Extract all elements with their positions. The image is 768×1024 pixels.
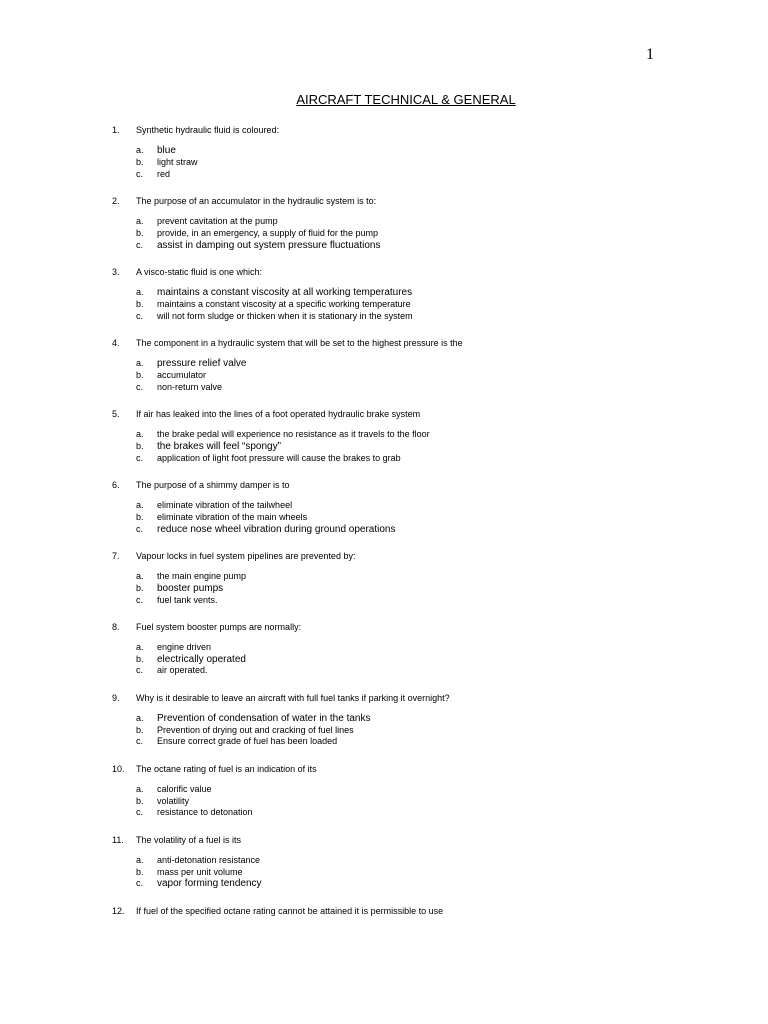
answer-options bbox=[112, 564, 672, 606]
question-spacer bbox=[112, 322, 672, 335]
option-letter: a. bbox=[136, 783, 144, 794]
question-item bbox=[112, 690, 672, 761]
answer-option bbox=[112, 228, 672, 240]
page-number: 1 bbox=[646, 46, 654, 63]
answer-options bbox=[112, 138, 672, 180]
question-item bbox=[112, 122, 672, 193]
answer-option bbox=[112, 784, 672, 796]
question-text: Fuel system booster pumps are normally: bbox=[136, 621, 302, 632]
question-spacer bbox=[112, 180, 672, 193]
answer-option bbox=[112, 240, 672, 252]
option-letter: a. bbox=[136, 428, 144, 439]
option-text: Prevention of drying out and cracking of fuel lines bbox=[157, 724, 354, 735]
question-number: 5. bbox=[112, 408, 120, 419]
option-text: anti-detonation resistance bbox=[157, 854, 261, 865]
question-row bbox=[112, 832, 672, 848]
answer-option bbox=[112, 736, 672, 748]
question-number: 9. bbox=[112, 692, 120, 703]
question-spacer bbox=[112, 677, 672, 690]
option-text: fuel tank vents. bbox=[157, 594, 218, 605]
question-text: If fuel of the specified octane rating cannot be attained it is permissible to use bbox=[136, 905, 444, 916]
answer-option bbox=[112, 713, 672, 725]
question-row bbox=[112, 761, 672, 777]
question-number: 4. bbox=[112, 337, 120, 348]
question-row bbox=[112, 690, 672, 706]
answer-option bbox=[112, 441, 672, 453]
answer-option bbox=[112, 807, 672, 819]
answer-option bbox=[112, 583, 672, 595]
question-number: 1. bbox=[112, 125, 120, 135]
option-text: maintains a constant viscosity at a specific working temperature bbox=[157, 298, 411, 309]
answer-option bbox=[112, 157, 672, 169]
answer-option bbox=[112, 665, 672, 677]
option-text: Ensure correct grade of fuel has been loaded bbox=[157, 736, 338, 747]
option-text: maintains a constant viscosity at all working temperatures bbox=[157, 286, 413, 298]
question-number: 8. bbox=[112, 621, 120, 632]
option-text: non-return valve bbox=[157, 381, 223, 392]
answer-option bbox=[112, 878, 672, 890]
question-text: The purpose of a shimmy damper is to bbox=[136, 479, 290, 490]
question-row bbox=[112, 548, 672, 564]
option-text: the brake pedal will experience no resistance as it travels to the floor bbox=[157, 428, 430, 439]
answer-option bbox=[112, 382, 672, 394]
option-text: Prevention of condensation of water in the tanks bbox=[157, 712, 371, 724]
option-letter: a. bbox=[136, 357, 144, 368]
option-letter: a. bbox=[136, 570, 144, 581]
option-letter: c. bbox=[136, 310, 144, 321]
option-letter: c. bbox=[136, 665, 144, 676]
question-number: 6. bbox=[112, 479, 120, 490]
question-spacer bbox=[112, 819, 672, 832]
question-text: If air has leaked into the lines of a foot operated hydraulic brake system bbox=[136, 408, 421, 419]
question-text: Vapour locks in fuel system pipelines are prevented by: bbox=[136, 550, 356, 561]
answer-options bbox=[112, 422, 672, 464]
option-text: air operated. bbox=[157, 665, 208, 676]
option-text: eliminate vibration of the main wheels bbox=[157, 511, 308, 522]
option-letter: c. bbox=[136, 239, 144, 250]
option-text: accumulator bbox=[157, 369, 207, 380]
option-text: red bbox=[157, 168, 171, 179]
option-text: volatility bbox=[157, 795, 190, 806]
question-row bbox=[112, 122, 672, 138]
question-row bbox=[112, 264, 672, 280]
option-letter: b. bbox=[136, 156, 144, 167]
answer-option bbox=[112, 145, 672, 157]
question-spacer bbox=[112, 251, 672, 264]
option-text: mass per unit volume bbox=[157, 866, 243, 877]
answer-option bbox=[112, 299, 672, 311]
question-spacer bbox=[112, 393, 672, 406]
option-letter: b. bbox=[136, 511, 144, 522]
question-item bbox=[112, 619, 672, 690]
option-text: reduce nose wheel vibration during ground operations bbox=[157, 523, 396, 535]
question-number: 3. bbox=[112, 266, 120, 277]
question-spacer bbox=[112, 535, 672, 548]
question-row bbox=[112, 193, 672, 209]
question-item bbox=[112, 548, 672, 619]
option-letter: a. bbox=[136, 286, 144, 297]
option-letter: c. bbox=[136, 381, 144, 392]
option-letter: c. bbox=[136, 594, 144, 605]
option-text: prevent cavitation at the pump bbox=[157, 215, 278, 226]
option-text: the main engine pump bbox=[157, 570, 247, 581]
question-item bbox=[112, 761, 672, 832]
answer-option bbox=[112, 500, 672, 512]
option-letter: b. bbox=[136, 369, 144, 380]
option-letter: b. bbox=[136, 795, 144, 806]
question-item bbox=[112, 264, 672, 335]
option-letter: c. bbox=[136, 736, 144, 747]
answer-option bbox=[112, 796, 672, 808]
option-text: will not form sludge or thicken when it is stationary in the system bbox=[157, 310, 413, 321]
answer-option bbox=[112, 512, 672, 524]
answer-options bbox=[112, 777, 672, 819]
option-text: resistance to detonation bbox=[157, 807, 253, 818]
option-text: blue bbox=[157, 145, 176, 156]
option-text: assist in damping out system pressure fluctuations bbox=[157, 239, 381, 251]
question-number: 11. bbox=[112, 834, 124, 845]
option-letter: a. bbox=[136, 499, 144, 510]
option-text: booster pumps bbox=[157, 582, 224, 594]
option-text: eliminate vibration of the tailwheel bbox=[157, 499, 293, 510]
answer-option bbox=[112, 358, 672, 370]
option-letter: c. bbox=[136, 452, 144, 463]
question-spacer bbox=[112, 890, 672, 903]
question-spacer bbox=[112, 464, 672, 477]
option-letter: c. bbox=[136, 523, 144, 534]
option-letter: b. bbox=[136, 653, 144, 664]
question-text: Why is it desirable to leave an aircraft with full fuel tanks if parking it overnight? bbox=[136, 692, 450, 703]
option-letter: b. bbox=[136, 582, 144, 593]
answer-option bbox=[112, 855, 672, 867]
question-number: 2. bbox=[112, 195, 120, 206]
question-row bbox=[112, 335, 672, 351]
answer-option bbox=[112, 287, 672, 299]
option-text: light straw bbox=[157, 156, 198, 167]
answer-option bbox=[112, 169, 672, 181]
question-item bbox=[112, 477, 672, 548]
answer-option bbox=[112, 216, 672, 228]
question-text: The volatility of a fuel is its bbox=[136, 834, 242, 845]
option-text: provide, in an emergency, a supply of fluid for the pump bbox=[157, 227, 378, 238]
answer-option bbox=[112, 642, 672, 654]
option-letter: b. bbox=[136, 440, 144, 451]
option-text: electrically operated bbox=[157, 653, 246, 665]
question-item bbox=[112, 903, 672, 919]
option-letter: c. bbox=[136, 807, 144, 818]
option-letter: a. bbox=[136, 641, 144, 652]
answer-option bbox=[112, 725, 672, 737]
question-number: 12. bbox=[112, 905, 125, 916]
option-text: application of light foot pressure will cause the brakes to grab bbox=[157, 452, 401, 463]
question-item bbox=[112, 832, 672, 903]
answer-option bbox=[112, 654, 672, 666]
answer-options bbox=[112, 493, 672, 535]
option-letter: b. bbox=[136, 724, 144, 735]
option-letter: a. bbox=[136, 854, 144, 865]
answer-option bbox=[112, 453, 672, 465]
answer-option bbox=[112, 311, 672, 323]
question-number: 10. bbox=[112, 763, 125, 774]
question-row bbox=[112, 903, 672, 919]
answer-option bbox=[112, 524, 672, 536]
question-text: The octane rating of fuel is an indication of its bbox=[136, 763, 317, 774]
answer-options bbox=[112, 706, 672, 748]
answer-options bbox=[112, 351, 672, 393]
question-item bbox=[112, 406, 672, 477]
question-text: The purpose of an accumulator in the hydraulic system is to: bbox=[136, 195, 377, 206]
option-text: calorific value bbox=[157, 783, 212, 794]
answer-options bbox=[112, 209, 672, 251]
question-text: A visco-static fluid is one which: bbox=[136, 266, 263, 277]
question-text: The component in a hydraulic system that will be set to the highest pressure is the bbox=[136, 337, 463, 348]
question-row bbox=[112, 477, 672, 493]
question-row bbox=[112, 619, 672, 635]
answer-option bbox=[112, 370, 672, 382]
question-text: Synthetic hydraulic fluid is coloured: bbox=[136, 125, 280, 135]
answer-option bbox=[112, 429, 672, 441]
answer-option bbox=[112, 867, 672, 879]
question-item bbox=[112, 193, 672, 264]
document-title: AIRCRAFT TECHNICAL & GENERAL bbox=[296, 92, 516, 107]
question-spacer bbox=[112, 748, 672, 761]
question-item bbox=[112, 335, 672, 406]
option-letter: b. bbox=[136, 866, 144, 877]
question-number: 7. bbox=[112, 550, 120, 561]
question-row bbox=[112, 406, 672, 422]
option-text: vapor forming tendency bbox=[157, 878, 262, 890]
answer-options bbox=[112, 635, 672, 677]
answer-options bbox=[112, 848, 672, 890]
option-text: the brakes will feel “spongy” bbox=[157, 440, 281, 452]
option-letter: a. bbox=[136, 712, 144, 723]
option-letter: c. bbox=[136, 878, 144, 889]
option-letter: c. bbox=[136, 168, 144, 179]
option-letter: a. bbox=[136, 145, 144, 155]
question-list bbox=[112, 122, 672, 919]
answer-option bbox=[112, 595, 672, 607]
option-text: engine driven bbox=[157, 641, 212, 652]
answer-options bbox=[112, 280, 672, 322]
option-letter: a. bbox=[136, 215, 144, 226]
option-text: pressure relief valve bbox=[157, 357, 247, 369]
question-spacer bbox=[112, 606, 672, 619]
option-letter: b. bbox=[136, 227, 144, 238]
option-letter: b. bbox=[136, 298, 144, 309]
answer-option bbox=[112, 571, 672, 583]
